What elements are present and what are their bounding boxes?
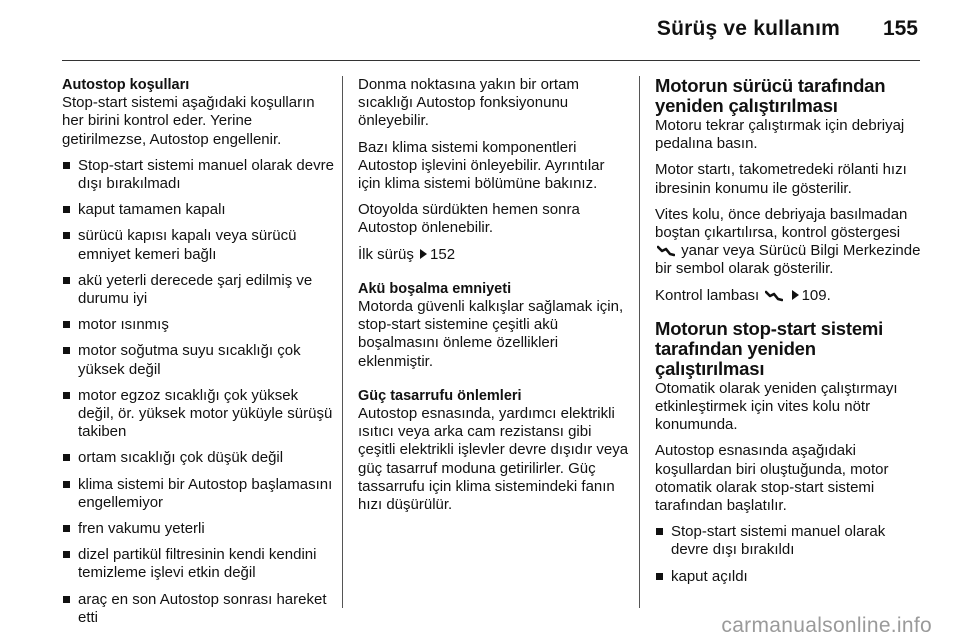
paragraph: Otomatik olarak yeniden çalıştırmayı etkinleştirmek için vites kolu nötr konumunda. — [655, 379, 898, 434]
battery-discharge-text: Motorda güvenli kalkışlar sağlamak için, stop-start sistemine çeşitli akü boşalmasını önleme özellikleri eklenmiştir. — [358, 298, 624, 370]
header-rule — [62, 60, 920, 61]
stop-start-lamp-icon — [657, 245, 675, 257]
reference-text: İlk sürüş — [358, 245, 414, 263]
bullet-square-icon — [63, 596, 70, 603]
list-item — [62, 227, 334, 263]
list-item — [62, 201, 334, 219]
bullet-square-icon — [63, 347, 70, 354]
list-item — [62, 316, 334, 334]
list-item — [655, 523, 925, 559]
list-item — [62, 449, 334, 467]
list-item — [62, 520, 334, 538]
list-item-text: motor ısınmış — [78, 316, 169, 334]
power-saving-heading: Güç tasarrufu önlemleri — [358, 387, 522, 404]
triangle-right-icon — [792, 290, 799, 300]
list-item-text: motor egzoz sıcaklığı çok yüksek değil, ör. yüksek motor yüküyle sürüşü takiben — [78, 386, 333, 441]
power-saving-text: Autostop esnasında, yardımcı elektrikli ısıtıcı veya arka cam rezistansı gibi çeşitli elektrikli işlevler devre dışıdır veya güç tasarruf moduna getirilirler. Güç tassarrufu için klima sistemindeki fanın hızı düşürülür. — [358, 405, 629, 514]
column-divider-2 — [639, 76, 640, 608]
list-item-text: kaput açıldı — [671, 567, 748, 585]
bullet-square-icon — [63, 454, 70, 461]
bullet-square-icon — [656, 528, 663, 535]
reference-text: Kontrol lambası — [655, 286, 760, 304]
bullet-square-icon — [63, 232, 70, 239]
column-1 — [62, 76, 334, 635]
restart-conditions-list — [655, 523, 925, 586]
bullet-square-icon — [63, 162, 70, 169]
list-item-text: fren vakumu yeterli — [78, 520, 205, 538]
stop-start-lamp-icon — [765, 290, 783, 302]
autostop-conditions-list — [62, 157, 334, 627]
paragraph: Motoru tekrar çalıştırmak için debriyaj pedalına basın. — [655, 117, 905, 153]
page-number: 155 — [882, 17, 918, 40]
list-item-text: akü yeterli derecede şarj edilmiş ve durumu iyi — [78, 271, 313, 308]
list-item-text: Stop-start sistemi manuel olarak devre dışı bırakıldı — [671, 523, 886, 559]
watermark: carmanualsonline.info — [721, 614, 932, 637]
list-item — [62, 546, 334, 582]
paragraph: Otoyolda sürdükten hemen sonra Autostop önlenebilir. — [358, 201, 580, 237]
list-item-text: dizel partikül filtresinin kendi kendini temizleme işlevi etkin değil — [78, 546, 317, 582]
autostop-conditions-heading: Autostop koşulları — [62, 77, 190, 93]
bullet-square-icon — [63, 392, 70, 399]
paragraph: Motor startı, takometredeki rölanti hızı ibresinin konumu ile gösterilir. — [655, 161, 907, 197]
bullet-square-icon — [63, 551, 70, 558]
paragraph: Donma noktasına yakın bir ortam sıcaklığı Autostop fonksiyonunu önleyebilir. — [358, 76, 579, 130]
list-item — [62, 342, 334, 378]
list-item-text: sürücü kapısı kapalı veya sürücü emniyet kemeri bağlı — [78, 227, 297, 263]
list-item — [62, 272, 334, 308]
list-item — [62, 591, 334, 627]
list-item — [62, 476, 334, 512]
control-lamp-reference — [655, 287, 925, 305]
page-header — [0, 0, 960, 60]
bullet-square-icon — [63, 481, 70, 488]
autostop-conditions-intro: Stop-start sistemi aşağıdaki koşulların her birini kontrol eder. Yerine getirilmezse, Autostop engellenir. — [62, 94, 315, 148]
list-item — [62, 157, 334, 193]
list-item-text: Stop-start sistemi manuel olarak devre dışı bırakılmadı — [78, 156, 334, 193]
list-item-text: araç en son Autostop sonrası hareket etti — [78, 590, 327, 626]
bullet-square-icon — [63, 525, 70, 532]
paragraph: Autostop esnasında aşağıdaki koşullardan biri oluştuğunda, motor otomatik olarak stop-start sistemi tarafından başlatılır. — [655, 442, 889, 515]
list-item-text: ortam sıcaklığı çok düşük değil — [78, 449, 284, 467]
page-reference-link[interactable]: 109. — [801, 286, 831, 304]
paragraph: Bazı klima sistemi komponentleri Autostop işlevini önleyebilir. Ayrıntılar için klima sistemi bölümüne bakınız. — [358, 138, 605, 193]
first-drive-reference — [358, 246, 630, 264]
control-indicator-paragraph — [655, 206, 925, 279]
system-restart-heading: Motorun stop-start sistemi tarafından yeniden çalıştırılması — [655, 317, 884, 379]
list-item-text: klima sistemi bir Autostop başlamasını engellemiyor — [78, 475, 333, 511]
list-item-text: motor soğutma suyu sıcaklığı çok yüksek değil — [78, 342, 301, 378]
column-2 — [358, 76, 630, 522]
list-item-text: kaput tamamen kapalı — [78, 201, 226, 219]
driver-restart-heading: Motorun sürücü tarafından yeniden çalıştırılması — [655, 75, 886, 116]
bullet-square-icon — [63, 206, 70, 213]
triangle-right-icon — [420, 249, 427, 259]
page-title: Sürüş ve kullanım — [656, 17, 840, 40]
bullet-square-icon — [63, 277, 70, 284]
column-3 — [655, 76, 925, 594]
page-reference-link[interactable]: 152 — [430, 245, 456, 263]
list-item — [655, 568, 925, 586]
bullet-square-icon — [656, 573, 663, 580]
list-item — [62, 387, 334, 442]
battery-discharge-heading: Akü boşalma emniyeti — [358, 280, 512, 297]
bullet-square-icon — [63, 321, 70, 328]
column-divider-1 — [342, 76, 343, 608]
paragraph-text: yanar veya Sürücü Bilgi Merkezinde bir sembol olarak gösterilir. — [655, 242, 921, 278]
paragraph-text: Vites kolu, önce debriyaja basılmadan boştan çıkartılırsa, kontrol göstergesi — [655, 205, 908, 242]
